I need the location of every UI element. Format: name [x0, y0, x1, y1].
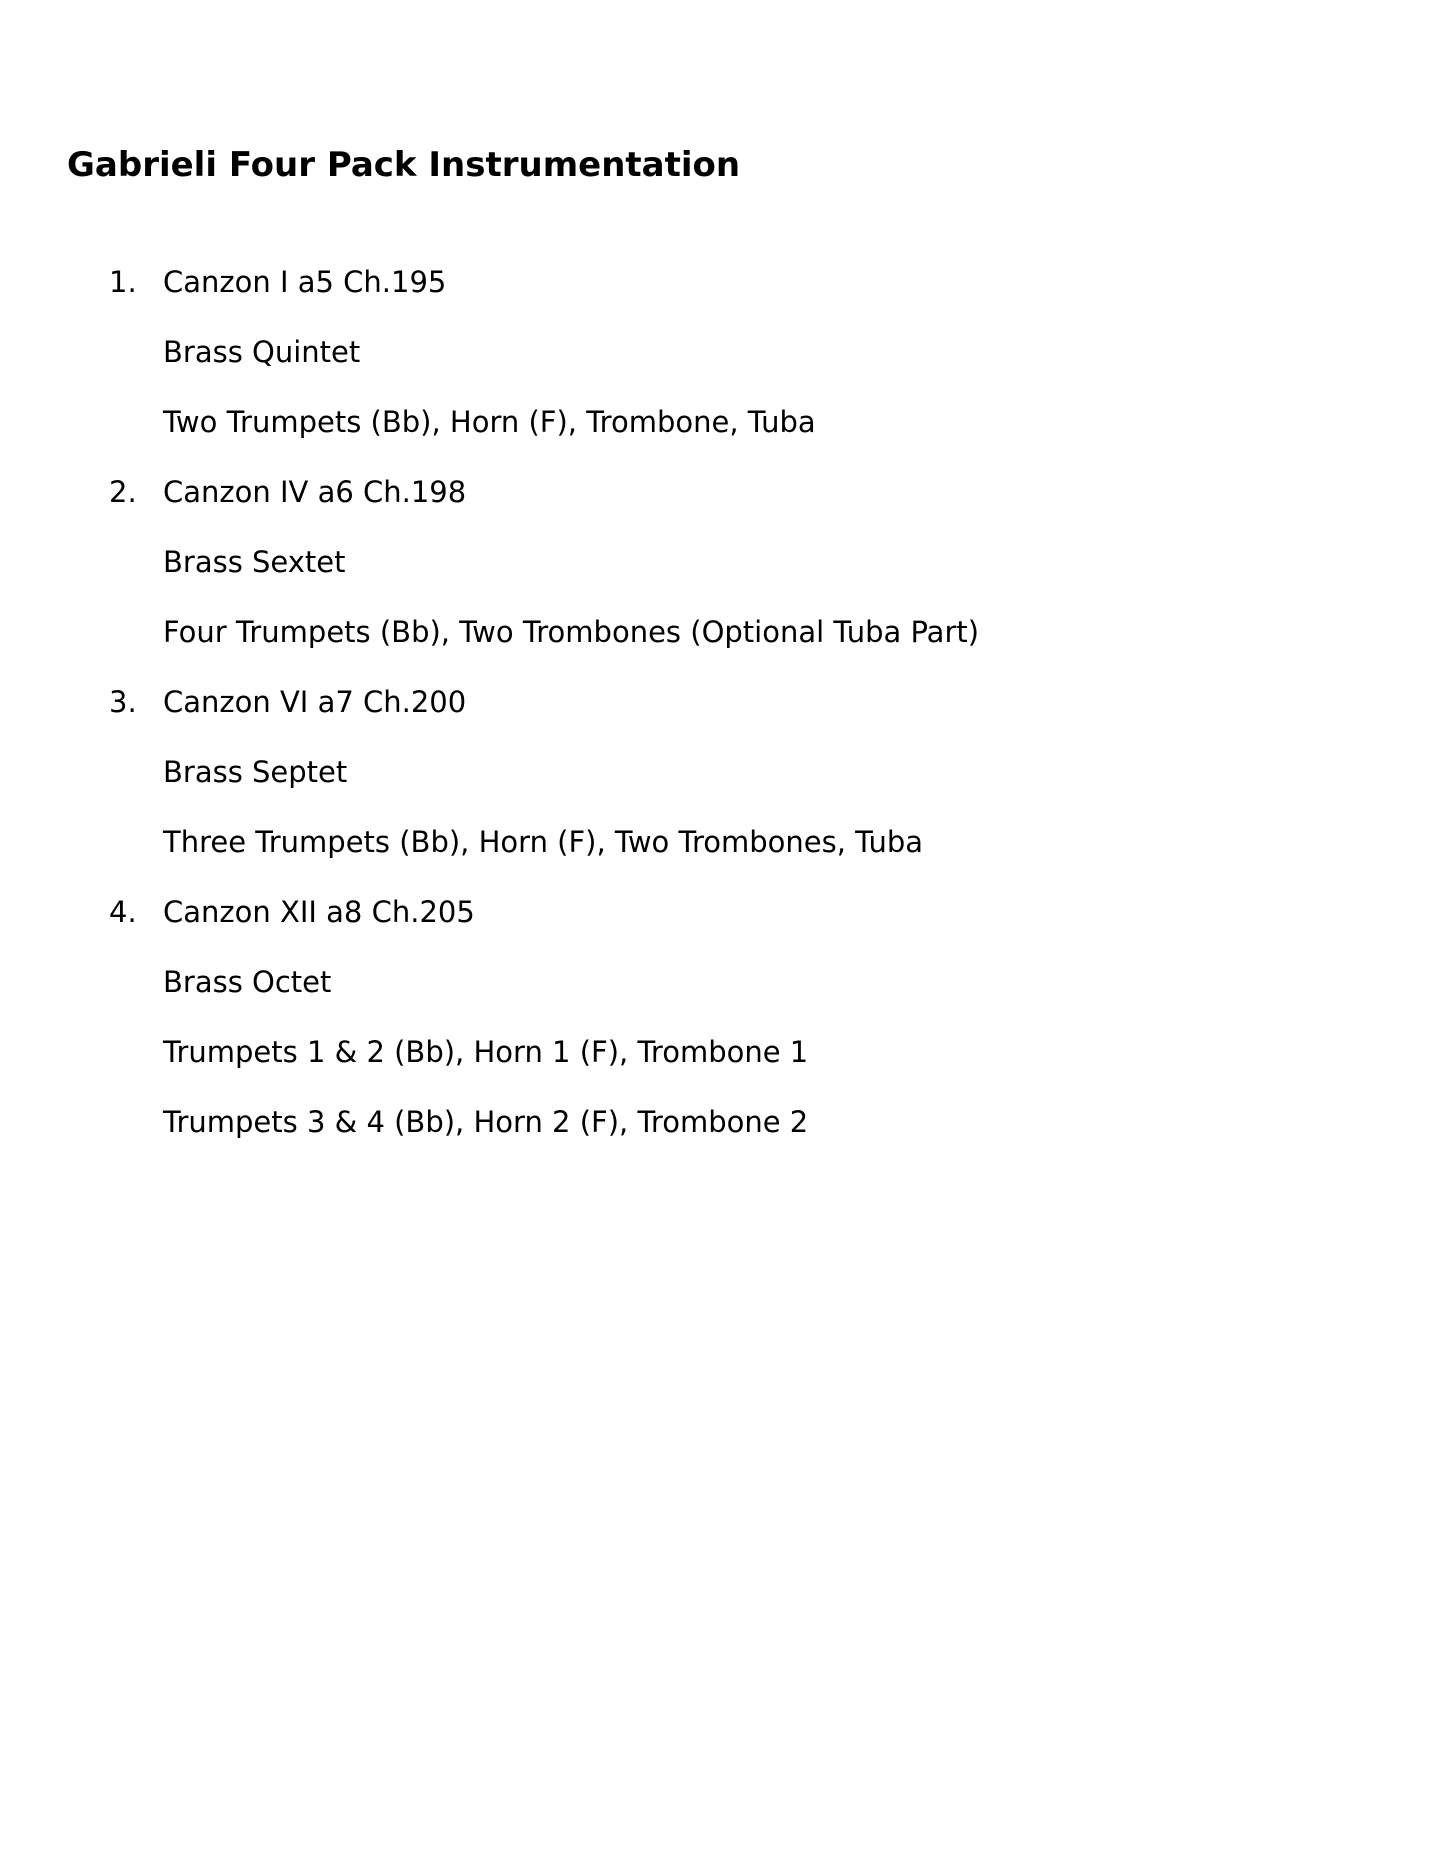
piece-title: Canzon XII a8 Ch.205 [163, 895, 475, 929]
ensemble-name: Brass Quintet [163, 335, 361, 369]
instrumentation-list [0, 263, 1445, 1173]
item-number: 2. [109, 475, 137, 509]
piece-heading [0, 263, 1445, 333]
list-item [0, 683, 1445, 893]
list-item [0, 473, 1445, 683]
ensemble-name: Brass Septet [163, 755, 348, 789]
ensemble-line [0, 753, 1445, 823]
item-number: 1. [109, 265, 137, 299]
instrument-list: Three Trumpets (Bb), Horn (F), Two Trombones, Tuba [163, 825, 924, 859]
instruments-line [0, 1033, 1445, 1103]
instrument-list: Two Trumpets (Bb), Horn (F), Trombone, Tuba [163, 405, 816, 439]
piece-heading [0, 683, 1445, 753]
instruments-line [0, 403, 1445, 473]
piece-heading [0, 473, 1445, 543]
piece-title: Canzon I a5 Ch.195 [163, 265, 447, 299]
piece-title: Canzon VI a7 Ch.200 [163, 685, 467, 719]
ensemble-name: Brass Octet [163, 965, 332, 999]
ensemble-name: Brass Sextet [163, 545, 346, 579]
piece-heading [0, 893, 1445, 963]
instrument-list: Four Trumpets (Bb), Two Trombones (Optional Tuba Part) [163, 615, 980, 649]
instruments-line [0, 823, 1445, 893]
ensemble-line [0, 543, 1445, 613]
list-item [0, 263, 1445, 473]
item-number: 4. [109, 895, 137, 929]
instruments-line [0, 1103, 1445, 1173]
item-number: 3. [109, 685, 137, 719]
list-item [0, 893, 1445, 1173]
page-title: Gabrieli Four Pack Instrumentation [67, 145, 741, 185]
instrument-list: Trumpets 3 & 4 (Bb), Horn 2 (F), Trombone 2 [163, 1105, 809, 1139]
piece-title: Canzon IV a6 Ch.198 [163, 475, 467, 509]
ensemble-line [0, 963, 1445, 1033]
ensemble-line [0, 333, 1445, 403]
instrument-list: Trumpets 1 & 2 (Bb), Horn 1 (F), Trombone 1 [163, 1035, 809, 1069]
instruments-line [0, 613, 1445, 683]
